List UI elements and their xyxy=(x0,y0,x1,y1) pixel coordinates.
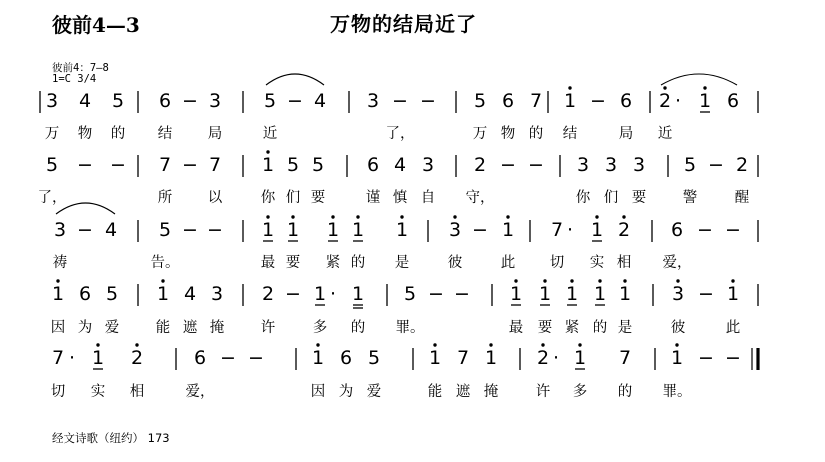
note: 6 xyxy=(158,90,172,112)
note: 1 xyxy=(51,283,65,305)
lyric-syllable: 切 xyxy=(549,255,565,271)
note: 6 xyxy=(78,283,92,305)
lyric-syllable: 实 xyxy=(90,384,106,400)
octave-dot xyxy=(568,86,571,89)
octave-dot xyxy=(595,215,598,218)
note: 5 xyxy=(286,154,300,176)
lyric-syllable: 是 xyxy=(617,320,633,336)
octave-dot xyxy=(56,279,59,282)
octave-dot xyxy=(663,86,666,89)
source-footer: 经文诗歌（纽约） 173 xyxy=(52,431,170,445)
lyric-syllable: 爱 xyxy=(366,384,382,400)
note: 2 xyxy=(473,154,487,176)
note: 1 xyxy=(286,219,300,241)
lyric-syllable: 许 xyxy=(535,384,551,400)
lyric-syllable: 守， xyxy=(465,190,495,206)
note: 7 xyxy=(618,347,632,369)
octave-dot xyxy=(622,215,625,218)
note: − xyxy=(698,347,714,369)
note: 3 xyxy=(210,283,224,305)
note: − xyxy=(708,154,724,176)
note: 5 xyxy=(111,90,125,112)
note: − xyxy=(528,154,544,176)
octave-dot xyxy=(598,279,601,282)
octave-dot xyxy=(514,279,517,282)
lyric-syllable: 物 xyxy=(500,126,516,142)
lyric-syllable: 相 xyxy=(129,384,145,400)
note: 7 xyxy=(456,347,470,369)
lyric-syllable: 爱， xyxy=(662,255,692,271)
octave-dot xyxy=(400,215,403,218)
note: 6 xyxy=(726,90,740,112)
note: · xyxy=(68,347,76,369)
note: 5 xyxy=(683,154,697,176)
lyric-syllable: 谨 xyxy=(365,190,381,206)
octave-dot xyxy=(541,343,544,346)
lyric-syllable: 们 xyxy=(285,190,301,206)
note: − xyxy=(77,219,93,241)
lyric-syllable: 因 xyxy=(310,384,326,400)
lyric-syllable: 相 xyxy=(616,255,632,271)
lyric-syllable: 实 xyxy=(589,255,605,271)
lyric-syllable: 罪。 xyxy=(395,320,425,336)
song-title: 万物的结局近了 xyxy=(330,12,477,36)
octave-dot xyxy=(316,343,319,346)
scripture-reference: 彼前4：7—8 xyxy=(52,62,109,74)
note: − xyxy=(725,219,741,241)
note: − xyxy=(220,347,236,369)
key-signature: 1=C 3/4 xyxy=(52,73,97,85)
octave-dot xyxy=(433,343,436,346)
note: − xyxy=(287,90,303,112)
note: 3 xyxy=(421,154,435,176)
note: − xyxy=(285,283,301,305)
lyric-syllable: 结 xyxy=(157,126,173,142)
note: 1 xyxy=(261,219,275,241)
note: 3 xyxy=(604,154,618,176)
lyric-syllable: 近 xyxy=(262,126,278,142)
lyric-syllable: 的 xyxy=(592,320,608,336)
section-label: 彼前4—3 xyxy=(52,13,140,37)
tie-slur xyxy=(266,74,324,85)
lyric-syllable: 最 xyxy=(508,320,524,336)
lyric-syllable: 为 xyxy=(77,320,93,336)
lyric-syllable: 以 xyxy=(207,190,223,206)
octave-dot xyxy=(135,343,138,346)
note: 1 xyxy=(156,283,170,305)
note: 1 xyxy=(509,283,523,305)
note: 3 xyxy=(208,90,222,112)
note: 4 xyxy=(183,283,197,305)
lyric-syllable: 慎 xyxy=(392,190,408,206)
note: 2 xyxy=(261,283,275,305)
lyric-syllable: 你 xyxy=(575,190,591,206)
lyric-syllable: 的 xyxy=(110,126,126,142)
lyric-syllable: 许 xyxy=(260,320,276,336)
note: 2 xyxy=(617,219,631,241)
note: 5 xyxy=(311,154,325,176)
octave-dot xyxy=(489,343,492,346)
lyric-syllable: 物 xyxy=(77,126,93,142)
note: 1 xyxy=(618,283,632,305)
note: 1 xyxy=(395,219,409,241)
note: − xyxy=(420,90,436,112)
octave-dot xyxy=(161,279,164,282)
lyric-syllable: 爱， xyxy=(185,384,215,400)
note: 7 xyxy=(158,154,172,176)
lyric-syllable: 局 xyxy=(207,126,223,142)
note: 3 xyxy=(45,90,59,112)
note: 2 xyxy=(735,154,749,176)
lyric-syllable: 万 xyxy=(44,126,60,142)
octave-dot xyxy=(331,215,334,218)
note: 1 xyxy=(311,347,325,369)
lyric-syllable: 罪。 xyxy=(662,384,692,400)
note: 6 xyxy=(670,219,684,241)
note: 5 xyxy=(367,347,381,369)
note: 7 xyxy=(208,154,222,176)
lyric-syllable: 多 xyxy=(572,384,588,400)
octave-dot xyxy=(543,279,546,282)
note: − xyxy=(207,219,223,241)
note: 5 xyxy=(263,90,277,112)
lyric-syllable: 要 xyxy=(537,320,553,336)
note: 5 xyxy=(105,283,119,305)
octave-dot xyxy=(675,343,678,346)
lyric-syllable: 你 xyxy=(260,190,276,206)
note: · xyxy=(566,219,574,241)
octave-dot xyxy=(703,86,706,89)
note: 3 xyxy=(576,154,590,176)
note: 1 xyxy=(670,347,684,369)
lyric-syllable: 要 xyxy=(310,190,326,206)
note: 3 xyxy=(632,154,646,176)
note: 1 xyxy=(484,347,498,369)
note: · xyxy=(674,90,682,112)
lyric-syllable: 们 xyxy=(603,190,619,206)
note: 1 xyxy=(538,283,552,305)
note: − xyxy=(182,219,198,241)
lyric-syllable: 警 xyxy=(682,190,698,206)
lyric-syllable: 能 xyxy=(427,384,443,400)
note: 3 xyxy=(671,283,685,305)
lyric-syllable: 多 xyxy=(312,320,328,336)
note: 4 xyxy=(78,90,92,112)
note: 1 xyxy=(563,90,577,112)
note: 6 xyxy=(619,90,633,112)
lyric-syllable: 万 xyxy=(472,126,488,142)
note: 1 xyxy=(565,283,579,305)
note: 5 xyxy=(158,219,172,241)
note: 2 xyxy=(130,347,144,369)
lyric-syllable: 紧 xyxy=(564,320,580,336)
note: − xyxy=(110,154,126,176)
note: − xyxy=(182,90,198,112)
octave-dot xyxy=(506,215,509,218)
note: 1 xyxy=(590,219,604,241)
note: 1 xyxy=(351,219,365,241)
note: · xyxy=(552,347,560,369)
note: − xyxy=(182,154,198,176)
note: − xyxy=(725,347,741,369)
lyric-syllable: 遮 xyxy=(455,384,471,400)
note: 1 xyxy=(726,283,740,305)
octave-dot xyxy=(623,279,626,282)
note: 2 xyxy=(536,347,550,369)
lyric-syllable: 此 xyxy=(500,255,516,271)
note: 3 xyxy=(53,219,67,241)
note: 4 xyxy=(393,154,407,176)
tie-slur xyxy=(661,74,737,85)
note: − xyxy=(454,283,470,305)
lyric-syllable: 要 xyxy=(631,190,647,206)
lyric-syllable: 告。 xyxy=(150,255,180,271)
octave-dot xyxy=(731,279,734,282)
lyric-syllable: 的 xyxy=(350,255,366,271)
octave-dot xyxy=(570,279,573,282)
lyric-syllable: 要 xyxy=(285,255,301,271)
note: 1 xyxy=(326,219,340,241)
note: 1 xyxy=(501,219,515,241)
lyric-syllable: 掩 xyxy=(209,320,225,336)
note: 1 xyxy=(351,283,365,305)
note: 1 xyxy=(313,283,327,305)
note: 1 xyxy=(91,347,105,369)
lyric-syllable: 切 xyxy=(50,384,66,400)
note: 6 xyxy=(366,154,380,176)
note: − xyxy=(248,347,264,369)
octave-dot xyxy=(676,279,679,282)
octave-dot xyxy=(266,150,269,153)
octave-dot xyxy=(291,215,294,218)
lyric-syllable: 彼 xyxy=(670,320,686,336)
lyric-syllable: 爱 xyxy=(104,320,120,336)
note: 1 xyxy=(261,154,275,176)
lyric-syllable: 是 xyxy=(394,255,410,271)
lyric-syllable: 紧 xyxy=(325,255,341,271)
note: 7 xyxy=(51,347,65,369)
lyric-syllable: 所 xyxy=(157,190,173,206)
note: 6 xyxy=(339,347,353,369)
lyric-syllable: 了， xyxy=(385,126,415,142)
note: 7 xyxy=(529,90,543,112)
lyric-syllable: 为 xyxy=(338,384,354,400)
lyric-syllable: 自 xyxy=(420,190,436,206)
note: 1 xyxy=(593,283,607,305)
lyric-syllable: 能 xyxy=(155,320,171,336)
lyric-syllable: 此 xyxy=(725,320,741,336)
note: 2 xyxy=(658,90,672,112)
lyric-syllable: 局 xyxy=(618,126,634,142)
note: − xyxy=(472,219,488,241)
octave-dot xyxy=(356,215,359,218)
note: 3 xyxy=(448,219,462,241)
note: 1 xyxy=(428,347,442,369)
octave-dot xyxy=(453,215,456,218)
lyric-syllable: 彼 xyxy=(447,255,463,271)
lyric-syllable: 结 xyxy=(562,126,578,142)
note: 5 xyxy=(45,154,59,176)
note: − xyxy=(428,283,444,305)
note: 6 xyxy=(193,347,207,369)
lyric-syllable: 了， xyxy=(37,190,67,206)
note: − xyxy=(590,90,606,112)
note: 7 xyxy=(550,219,564,241)
note: 4 xyxy=(104,219,118,241)
octave-dot xyxy=(266,215,269,218)
note: 1 xyxy=(573,347,587,369)
note: 5 xyxy=(403,283,417,305)
note: − xyxy=(500,154,516,176)
note: 4 xyxy=(313,90,327,112)
lyric-syllable: 醒 xyxy=(734,190,750,206)
note: 5 xyxy=(473,90,487,112)
note: − xyxy=(698,283,714,305)
note: − xyxy=(77,154,93,176)
lyric-syllable: 最 xyxy=(260,255,276,271)
lyric-syllable: 的 xyxy=(617,384,633,400)
note: 3 xyxy=(366,90,380,112)
lyric-syllable: 因 xyxy=(50,320,66,336)
lyric-syllable: 祷 xyxy=(52,255,68,271)
lyric-syllable: 遮 xyxy=(182,320,198,336)
octave-dot xyxy=(578,343,581,346)
lyric-syllable: 的 xyxy=(528,126,544,142)
octave-dot xyxy=(96,343,99,346)
note: − xyxy=(392,90,408,112)
lyric-syllable: 的 xyxy=(350,320,366,336)
lyric-syllable: 近 xyxy=(657,126,673,142)
note: · xyxy=(329,283,337,305)
note: 1 xyxy=(698,90,712,112)
note: − xyxy=(697,219,713,241)
lyric-syllable: 掩 xyxy=(483,384,499,400)
note: 6 xyxy=(501,90,515,112)
